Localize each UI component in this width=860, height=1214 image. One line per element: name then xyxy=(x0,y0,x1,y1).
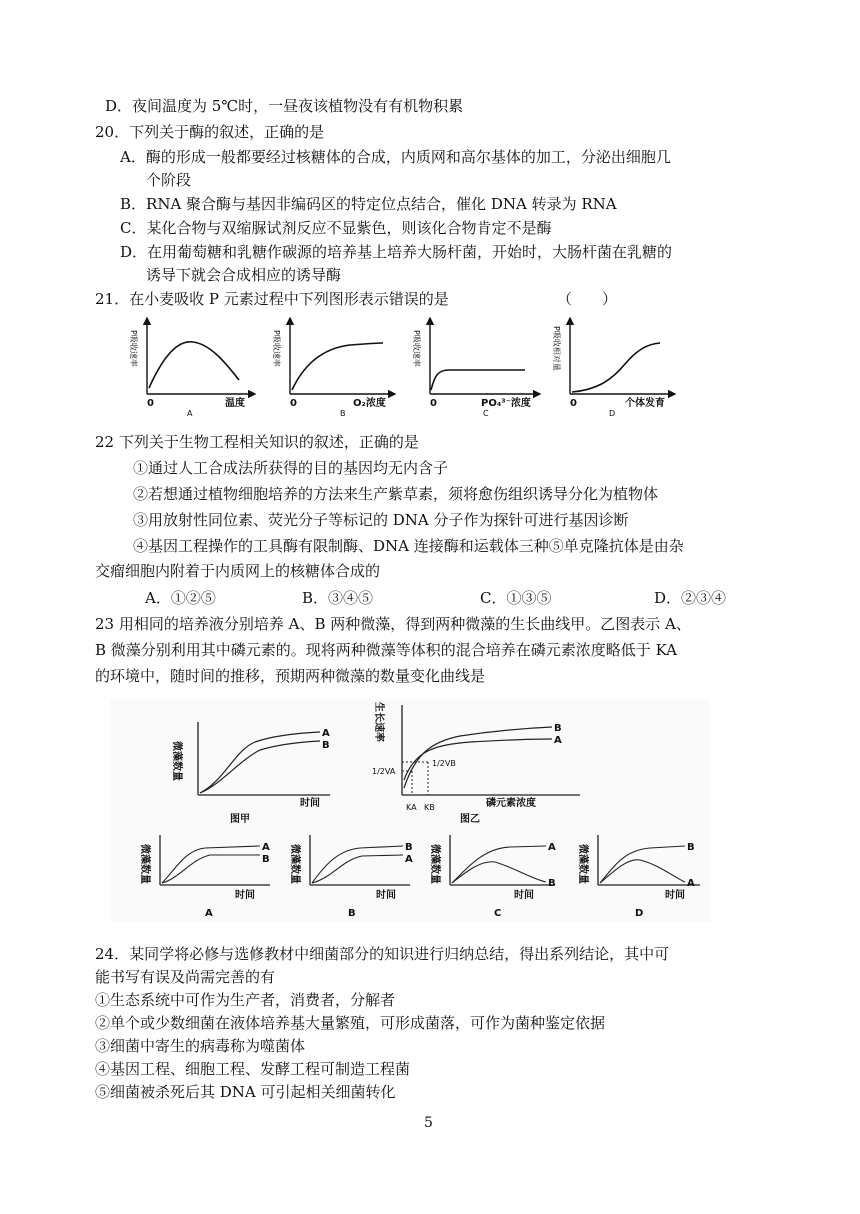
svg-text:A: A xyxy=(205,908,213,919)
q21-b-xlabel: O₂浓度 xyxy=(353,398,386,409)
yi-ylabel: 生长速率 xyxy=(373,702,384,742)
q21-graph-b xyxy=(272,318,395,418)
svg-text:微藻数量: 微藻数量 xyxy=(429,844,440,884)
q21-curve-d xyxy=(572,343,660,392)
q22-item-1: ①通过人工合成法所获得的目的基因均无内含子 xyxy=(133,459,449,477)
q24-item-5: ⑤细菌被杀死后其 DNA 可引起相关细菌转化 xyxy=(95,1083,396,1101)
svg-text:A: A xyxy=(548,842,556,853)
yi-kb: KB xyxy=(424,803,435,812)
q21-graph-a xyxy=(129,318,255,418)
yi-caption: 图乙 xyxy=(460,814,480,825)
q23-stem-3: 的环境中，随时间的推移，预期两种微藻的数量变化曲线是 xyxy=(95,667,486,685)
q24-stem-2: 能书写有误及尚需完善的有 xyxy=(95,968,276,986)
q21-c-origin: 0 xyxy=(430,398,437,409)
q24-item-1: ①生态系统中可作为生产者，消费者，分解者 xyxy=(95,991,396,1009)
jia-ylabel: 微藻数量 xyxy=(171,741,182,781)
q22-option-b: B．③④⑤ xyxy=(302,589,374,607)
page-number: 5 xyxy=(424,1115,433,1131)
q20-option-d: D．在用葡萄糖和乳糖作碳源的培养基上培养大肠杆菌，开始时，大肠杆菌在乳糖的 xyxy=(120,243,673,261)
q19-option-d: D．夜间温度为 5℃时，一昼夜该植物没有有机物积累 xyxy=(105,97,464,115)
svg-text:B: B xyxy=(687,842,695,853)
yi-label-b: B xyxy=(554,723,562,734)
svg-text:微藻数量: 微藻数量 xyxy=(139,844,150,884)
q21-answer-bracket: （ ） xyxy=(557,290,618,308)
svg-text:时间: 时间 xyxy=(665,890,685,901)
q21-b-ylabel: P吸收速率 xyxy=(272,330,281,367)
svg-text:A: A xyxy=(405,854,413,865)
q22-item-5-cont: 交瘤细胞内附着于内质网上的核糖体合成的 xyxy=(95,562,381,580)
q21-b-origin: 0 xyxy=(290,398,297,409)
svg-text:时间: 时间 xyxy=(235,890,255,901)
q21-a-tag: A xyxy=(187,409,193,418)
q21-d-xlabel: 个体发育 xyxy=(625,398,665,409)
q24-item-3: ③细菌中寄生的病毒称为噬菌体 xyxy=(95,1037,306,1055)
q21-curve-b xyxy=(292,343,383,390)
q22-stem: 22 下列关于生物工程相关知识的叙述，正确的是 xyxy=(95,433,419,451)
q22-item-4-5: ④基因工程操作的工具酶有限制酶、DNA 连接酶和运载体三种⑤单克隆抗体是由杂 xyxy=(133,537,684,555)
q20-option-d-cont: 诱导下就会合成相应的诱导酶 xyxy=(146,266,342,284)
svg-text:D: D xyxy=(635,908,644,919)
q23-stem-2: B 微藻分别利用其中磷元素的。现将两种微藻等体积的混合培养在磷元素浓度略低于 KA xyxy=(95,641,677,659)
q22-item-3: ③用放射性同位素、荧光分子等标记的 DNA 分子作为探针可进行基因诊断 xyxy=(133,511,629,529)
q22-option-a: A．①②⑤ xyxy=(145,589,216,607)
q24-stem-1: 24．某同学将必修与选修教材中细菌部分的知识进行归纳总结，得出系列结论，其中可 xyxy=(95,945,670,963)
svg-text:A: A xyxy=(262,842,270,853)
yi-half-va: 1/2VA xyxy=(372,767,396,776)
yi-ka: KA xyxy=(406,803,417,812)
q22-item-2: ②若想通过植物细胞培养的方法来生产紫草素，须将愈伤组织诱导分化为植物体 xyxy=(133,485,659,503)
q21-d-ylabel: P吸收相对量 xyxy=(552,326,561,371)
jia-label-b: B xyxy=(322,740,330,751)
q23-figures xyxy=(110,700,710,922)
q21-d-origin: 0 xyxy=(570,398,577,409)
q21-curve-a xyxy=(149,342,239,388)
q21-graph-d xyxy=(552,318,675,418)
yi-label-a: A xyxy=(554,735,562,746)
svg-text:B: B xyxy=(262,854,270,865)
q20-option-a: A．酶的形成一般都要经过核糖体的合成，内质网和高尔基体的加工，分泌出细胞几 xyxy=(120,148,671,166)
svg-text:时间: 时间 xyxy=(376,890,396,901)
q20-option-c: C．某化合物与双缩脲试剂反应不显紫色，则该化合物肯定不是酶 xyxy=(120,219,552,237)
q22-option-c: C．①③⑤ xyxy=(480,589,552,607)
q21-graph-c xyxy=(412,318,540,418)
svg-text:微藻数量: 微藻数量 xyxy=(289,844,300,884)
q20-option-a-cont: 个阶段 xyxy=(146,171,192,189)
jia-label-a: A xyxy=(322,728,330,739)
q21-a-xlabel: 温度 xyxy=(225,398,245,409)
svg-text:时间: 时间 xyxy=(514,890,534,901)
q21-b-tag: B xyxy=(340,409,346,418)
q20-stem: 20．下列关于酶的叙述，正确的是 xyxy=(95,123,325,141)
q21-a-origin: 0 xyxy=(147,398,154,409)
q21-c-xlabel: PO₄³⁻浓度 xyxy=(481,398,531,409)
svg-text:A: A xyxy=(687,878,695,889)
q23-stem-1: 23 用相同的培养液分别培养 A、B 两种微藻，得到两种微藻的生长曲线甲。乙图表示 A、 xyxy=(95,615,691,633)
svg-text:微藻数量: 微藻数量 xyxy=(577,844,588,884)
svg-text:B: B xyxy=(348,908,356,919)
jia-caption: 图甲 xyxy=(230,814,250,825)
q21-graphs xyxy=(125,312,715,420)
q21-a-ylabel: P吸收速率 xyxy=(129,330,138,367)
q24-item-2: ②单个或少数细菌在液体培养基大量繁殖，可形成菌落，可作为菌种鉴定依据 xyxy=(95,1014,606,1032)
q21-c-tag: C xyxy=(483,409,489,418)
yi-half-vb: 1/2VB xyxy=(432,759,456,768)
q21-c-ylabel: P吸收速率 xyxy=(412,330,421,367)
q20-option-b: B．RNA 聚合酶与基因非编码区的特定位点结合，催化 DNA 转录为 RNA xyxy=(120,195,617,213)
q24-item-4: ④基因工程、细胞工程、发酵工程可制造工程菌 xyxy=(95,1060,411,1078)
svg-text:B: B xyxy=(405,842,413,853)
q21-stem: 21．在小麦吸收 P 元素过程中下列图形表示错误的是 xyxy=(95,290,449,308)
svg-text:C: C xyxy=(494,908,502,919)
yi-xlabel: 磷元素浓度 xyxy=(486,798,536,809)
q22-option-d: D．②③④ xyxy=(654,589,727,607)
q21-d-tag: D xyxy=(609,409,616,418)
jia-xlabel: 时间 xyxy=(300,798,320,809)
svg-text:B: B xyxy=(548,878,556,889)
q21-curve-c xyxy=(431,370,525,390)
